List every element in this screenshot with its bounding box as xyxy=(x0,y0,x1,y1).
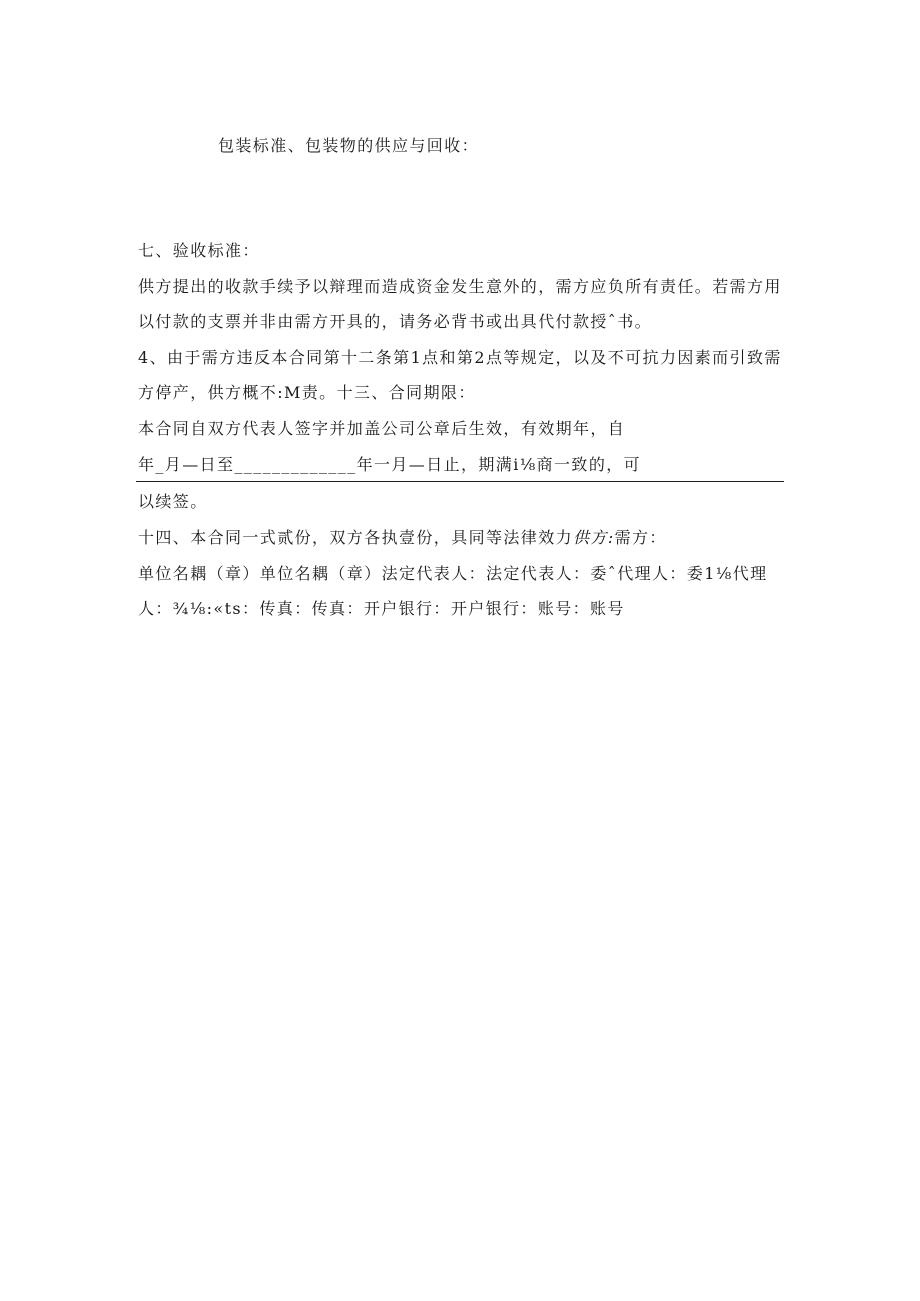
payment-clause-line-2: 以付款的支票并非由需方开具的，请务必背书或出具代付款授ˆ书。 xyxy=(138,312,653,331)
contract-term-line-2: 年_月—日至_____________年一月—日止，期满i⅛商一致的，可 xyxy=(138,455,642,474)
section-7-heading: 七、验收标准： xyxy=(138,241,260,260)
supplier-label: 供方: xyxy=(573,528,615,547)
payment-clause-line-1: 供方提出的收款手续予以辩理而造成资金发生意外的，需方应负所有责任。若需方用 xyxy=(138,277,782,296)
contract-term-line-1: 本合同自双方代表人签字并加盖公司公章后生效，有效期年，自 xyxy=(138,419,626,438)
packaging-standard-line: 包装标准、包装物的供应与回收： xyxy=(218,136,480,155)
signature-block-line-2: 人：¾⅛:«ts：传真：传真：开户银行：开户银行：账号：账号 xyxy=(138,599,625,618)
section-14-line xyxy=(138,527,667,549)
clause-4-line-2: 方停产，供方概不:M责。十三、合同期限： xyxy=(138,383,476,402)
buyer-label: 需方： xyxy=(614,528,667,547)
renewal-line: 以续签。 xyxy=(138,492,208,511)
horizontal-rule xyxy=(136,481,784,482)
section-14-text: 十四、本合同一式贰份，双方各执壹份，具同等法律效力 xyxy=(138,528,574,547)
signature-block-line-1: 单位名耦（章）单位名耦（章）法定代表人：法定代表人：委ˆ代理人：委1⅛代理 xyxy=(138,564,768,583)
clause-4-line-1: 4、由于需方违反本合同第十二条第1点和第2点等规定，以及不可抗力因素而引致需 xyxy=(138,348,782,367)
